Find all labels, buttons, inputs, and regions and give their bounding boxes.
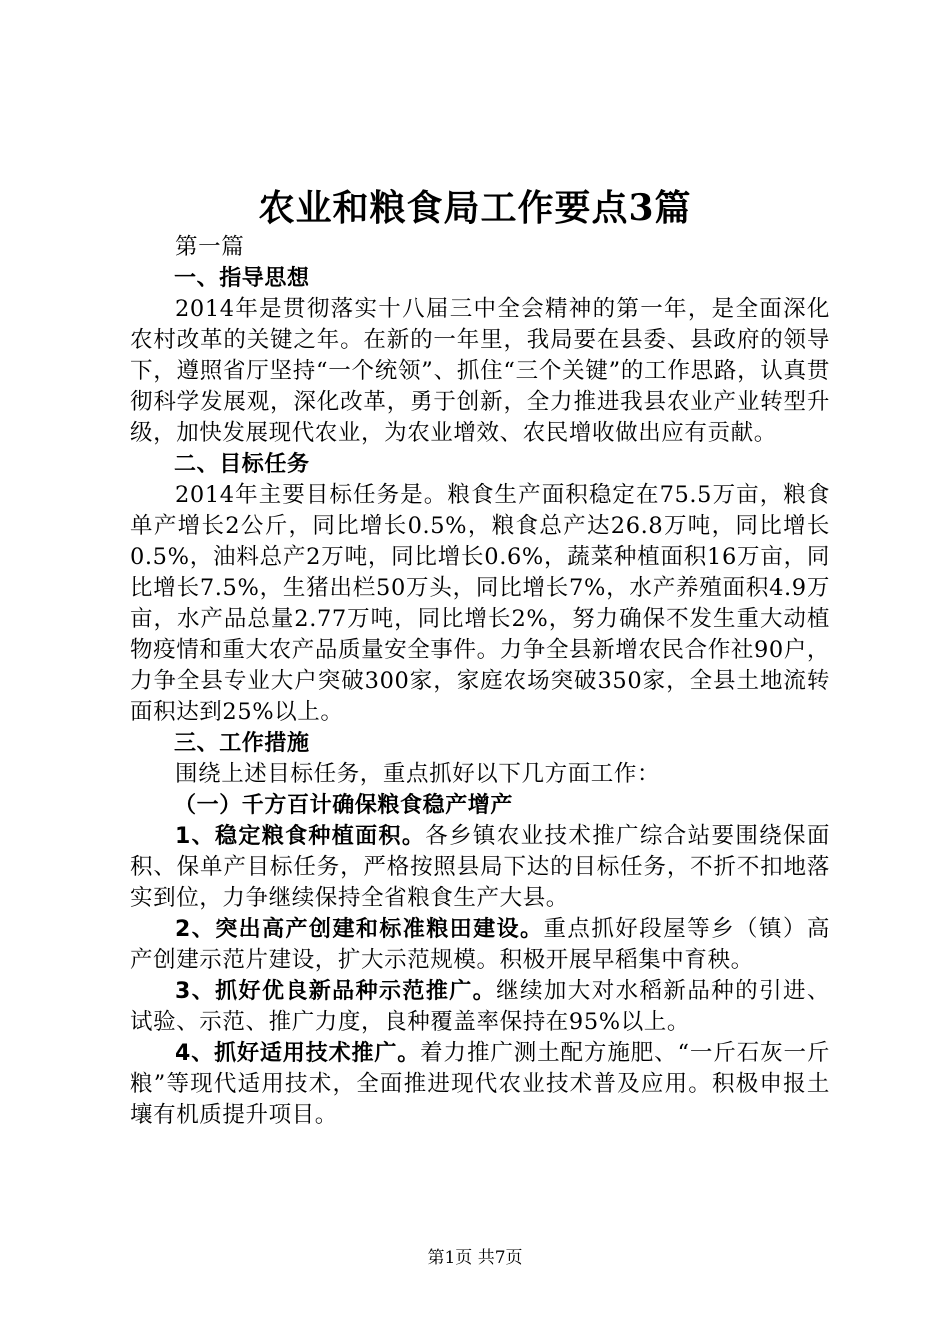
- paragraph-work-measures-intro: 围绕上述目标任务，重点抓好以下几方面工作：: [175, 761, 661, 787]
- item-lead: 4、抓好适用技术推广。: [175, 1041, 421, 1066]
- paragraph-target-tasks: 2014年主要目标任务是。粮食生产面积稳定在75.5万亩，粮食单产增长2公斤，同比增长0.5%，粮食总产达26.8万吨，同比增长0.5%，油料总产2万吨，同比增长0.6%，蔬菜种植面积16万亩，同比增长7.5%，生猪出栏50万头，同比增长7%，水产养殖面积4.9万亩，水产品总量2.77万吨，同比增长2%，努力确保不发生重大动植物疫情和重大农产品质量安全事件。力争全县新增农民合作社90户，力争全县专业大户突破300家，家庭农场突破350家，全县土地流转面积达到25%以上。: [130, 482, 830, 725]
- heading-target-tasks: 二、目标任务: [174, 452, 310, 477]
- section-label: 第一篇: [175, 234, 245, 260]
- document-title: 农业和粮食局工作要点3篇: [258, 187, 692, 229]
- list-item: [130, 1038, 830, 1131]
- heading-work-measures: 三、工作措施: [174, 731, 310, 756]
- list-item: [130, 914, 830, 976]
- list-item: [130, 821, 830, 914]
- heading-guiding-thought: 一、指导思想: [174, 266, 310, 291]
- item-text: 各乡镇农业技术推广综合站要围绕保面积、保单产目标任务，严格按照县局下达的目标任务，不折不扣地落实到位，力争继续保持全省粮食生产大县。: [130, 823, 830, 911]
- item-lead: 3、抓好优良新品种示范推广。: [175, 979, 497, 1004]
- item-lead: 1、稳定粮食种植面积。: [175, 824, 426, 849]
- list-item: [130, 976, 830, 1038]
- paragraph-guiding-thought: 2014年是贯彻落实十八届三中全会精神的第一年，是全面深化农村改革的关键之年。在新的一年里，我局要在县委、县政府的领导下，遵照省厅坚持“一个统领”、抓住“三个关键”的工作思路，认真贯彻科学发展观，深化改革，勇于创新，全力推进我县农业产业转型升级，加快发展现代农业，为农业增效、农民增收做出应有贡献。: [130, 296, 830, 446]
- document-body: [130, 232, 830, 1131]
- item-text: 着力推广测土配方施肥、“一斤石灰一斤粮”等现代适用技术，全面推进现代农业技术普及应用。积极申报土壤有机质提升项目。: [130, 1040, 830, 1128]
- item-lead: 2、突出高产创建和标准粮田建设。: [175, 917, 544, 942]
- subheading-grain-production: （一）千方百计确保粮食稳产增产: [174, 793, 514, 818]
- page-footer: 第1页 共7页: [427, 1248, 523, 1268]
- item-text: 继续加大对水稻新品种的引进、试验、示范、推广力度，良种覆盖率保持在95%以上。: [130, 978, 830, 1035]
- item-text: 重点抓好段屋等乡（镇）高产创建示范片建设，扩大示范规模。积极开展早稻集中育秧。: [130, 916, 830, 973]
